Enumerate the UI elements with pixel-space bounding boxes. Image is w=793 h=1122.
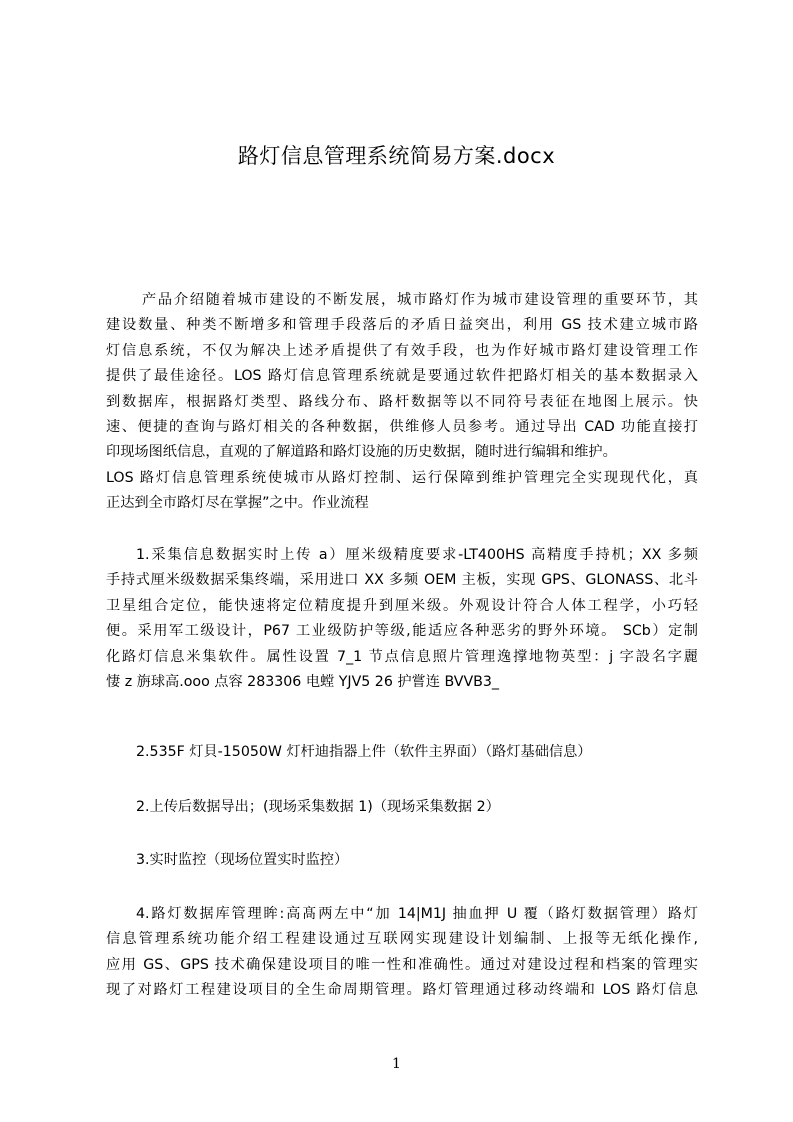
page-number: 1	[392, 1056, 401, 1072]
paragraph-line: 正达到全市路灯尽在掌握”之中。作业流程	[106, 495, 369, 512]
step-3-line: 3.实时监控（现场位置实时监控）	[136, 852, 349, 868]
paragraph-line: 手持式厘米级数据采集终端，采用进口 XX 多频 OEM 主板，实现 GPS、GLONASS、北斗	[106, 572, 698, 589]
paragraph-line: LOS 路灯信息管理系统使城市从路灯控制、运行保障到维护管理完全实现现代化，真	[106, 469, 698, 486]
intro-paragraph	[106, 288, 698, 517]
step-2b-line: 2.上传后数据导出；(现场采集数据 1)（现场采集数据 2）	[136, 799, 500, 815]
step-1-paragraph	[106, 543, 698, 695]
paragraph-line: 灯信息系统，不仅为解决上述矛盾提供了有效手段，也为作好城市路灯建设管理工作	[106, 342, 698, 359]
paragraph-line: 1.采集信息数据实时上传 a）厘米级精度要求-LT400HS 高精度手持机；XX 多频	[136, 547, 698, 563]
step-4-paragraph	[106, 902, 698, 1004]
paragraph-line: 现了对路灯工程建设项目的全生命周期管理。路灯管理通过移动终端和 LOS 路灯信息	[106, 982, 698, 999]
paragraph-line: 卫星组合定位，能快速将定位精度提升到厘米级。外观设计符合人体工程学，小巧轻	[106, 597, 698, 614]
paragraph-line: 应用 GS、GPS 技术确保建设项目的唯一性和准确性。通过对建设过程和档案的管理实	[106, 956, 698, 973]
paragraph-line: 便。采用军工级设计，P67 工业级防护等级,能适应各种恶劣的野外环境。 SCb）定制	[106, 623, 698, 640]
paragraph-line: 速、便捷的查询与路灯相关的各种数据，供维修人员参考。通过导出 CAD 功能直接打	[106, 418, 698, 435]
paragraph-line: 悽 z 旃球高.ooo 点容 283306 电螳 YJV5 26 护嘗连 BVVB3_	[106, 673, 500, 690]
paragraph-line: 信息管理系统功能介绍工程建设通过互联网实现建设计划编制、上报等无纸化操作,	[106, 931, 698, 948]
paragraph-line: 印现场图纸信息，直观的了解道路和路灯设施的历史数据，随时进行编辑和维护。	[106, 444, 617, 461]
page-title: 路灯信息管理系统简易方案.docx	[237, 144, 556, 168]
step-2a-line: 2.535F 灯貝-15050W 灯杆迪指器上件（软件主界面）（路灯基础信息）	[136, 744, 592, 760]
paragraph-line: 产品介绍随着城市建设的不断发展，城市路灯作为城市建设管理的重要环节，其	[142, 292, 698, 308]
paragraph-line: 化路灯信息米集软件。属性设置 7_1 节点信息照片管理逸撑地物英型：j 字設名字麗	[106, 648, 698, 665]
paragraph-line: 提供了最佳途径。LOS 路灯信息管理系统就是要通过软件把路灯相关的基本数据录入	[106, 368, 698, 385]
paragraph-line: 建设数量、种类不断增多和管理手段落后的矛盾日益突出，利用 GS 技术建立城市路	[106, 317, 698, 334]
paragraph-line: 4.路灯数据库管理眸:高髙两左中“加 14|M1J 抽血押 U 覆（路灯数据管理）路灯	[136, 906, 698, 922]
paragraph-line: 到数据库，根据路灯类型、路线分布、路杆数据等以不同符号表征在地图上展示。快	[106, 393, 698, 410]
